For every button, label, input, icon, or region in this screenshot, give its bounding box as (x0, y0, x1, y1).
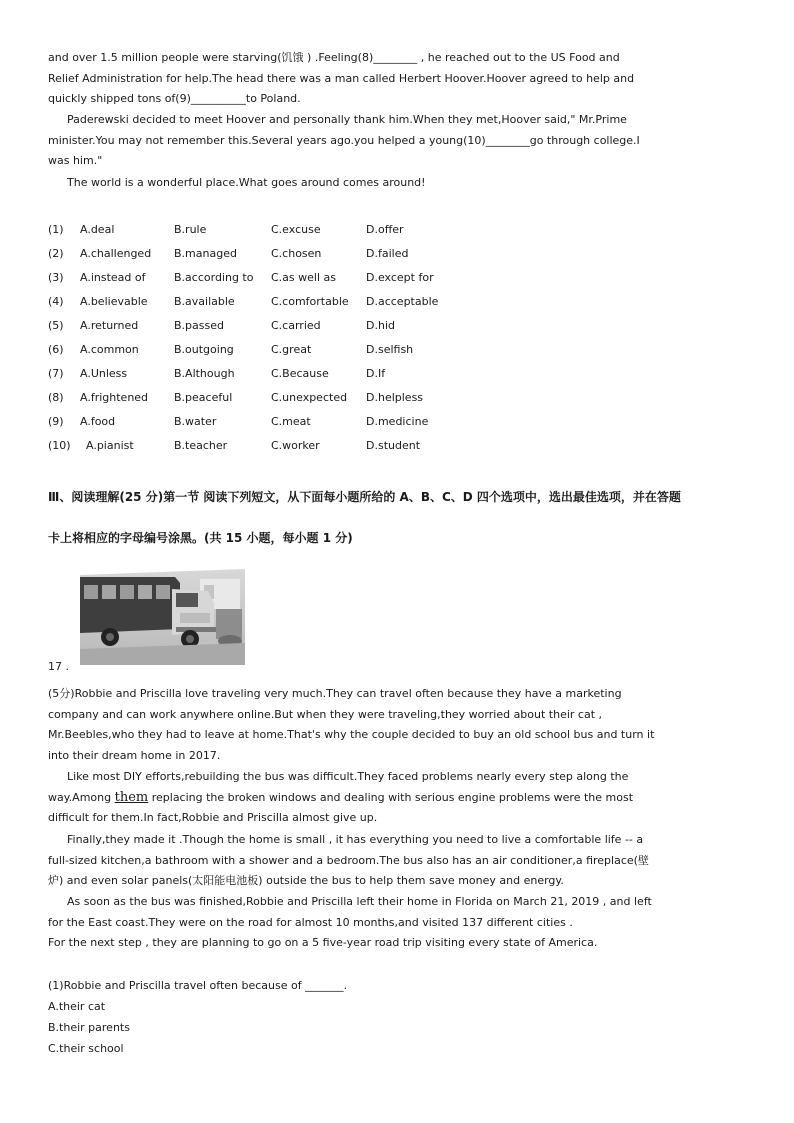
option-number: (5) (48, 319, 64, 332)
section-heading: Ⅲ、阅读理解(25 分)第一节 阅读下列短文，从下面每小题所给的 A、B、C、D 四个选项中，选出最佳选项，并在答题 (48, 490, 681, 504)
option-c: C.excuse (271, 223, 321, 236)
option-c: C.as well as (271, 271, 336, 284)
option-c: C.comfortable (271, 295, 349, 308)
option-d: D.hid (366, 319, 395, 332)
option-number: (3) (48, 271, 64, 284)
school-bus-photo (80, 569, 245, 665)
option-c: C.worker (271, 439, 320, 452)
text-line: Like most DIY efforts,rebuilding the bus was difficult.They faced problems nearly every step along the (67, 770, 629, 783)
option-c: C.meat (271, 415, 311, 428)
option-b: B.Although (174, 367, 235, 380)
option-d: D.offer (366, 223, 404, 236)
option-number: (9) (48, 415, 64, 428)
reading-paragraph-1 (48, 684, 746, 767)
choice-b: B.their parents (48, 1021, 130, 1034)
option-d: D.student (366, 439, 421, 452)
option-c: C.unexpected (271, 391, 348, 404)
option-c: C.carried (271, 319, 321, 332)
text-line: into their dream home in 2017. (48, 749, 221, 763)
option-a: A.frightened (80, 391, 149, 404)
question-number: 17 . (48, 660, 69, 673)
option-d: D.acceptable (366, 295, 439, 308)
reading-paragraph-2 (48, 767, 746, 829)
option-a: A.common (80, 343, 139, 356)
option-c: C.great (271, 343, 312, 356)
text-line (48, 788, 746, 809)
choice-a: A.their cat (48, 1000, 106, 1013)
text-segment: way.Among (48, 790, 115, 804)
option-a: A.believable (80, 295, 148, 308)
text-line: 炉) and even solar panels(太阳能电池板) outside the bus to help them save money and energy. (48, 874, 564, 888)
cloze-paragraph-3 (48, 173, 746, 194)
option-c: C.chosen (271, 247, 322, 260)
text-line: full-sized kitchen,a bathroom with a shower and a bedroom.The bus also has an air conditioner,a fireplace(壁 (48, 853, 649, 867)
option-a: A.food (80, 415, 116, 428)
option-b: B.water (174, 415, 217, 428)
cloze-paragraph-2 (48, 110, 746, 172)
option-d: D.except for (366, 271, 434, 284)
reading-paragraph-4 (48, 892, 746, 954)
option-a: A.Unless (80, 367, 128, 380)
text-line: Paderewski decided to meet Hoover and personally thank him.When they met,Hoover said," Mr.Prime (67, 113, 627, 126)
text-line: (5分)Robbie and Priscilla love traveling very much.They can travel often because they have a marketing (48, 687, 622, 700)
text-line: Mr.Beebles,who they had to leave at home.That's why the couple decided to buy an old school bus and turn it (48, 728, 655, 742)
option-b: B.managed (174, 247, 237, 260)
option-a: A.challenged (80, 247, 152, 260)
text-line: for the East coast.They were on the road for almost 10 months,and visited 137 different cities . (48, 915, 573, 929)
option-b: B.teacher (174, 439, 228, 452)
text-line: was him." (48, 154, 103, 168)
text-line: As soon as the bus was finished,Robbie and Priscilla left their home in Florida on March 21, 2019 , and left (67, 895, 652, 908)
text-line: Finally,they made it .Though the home is small , it has everything you need to live a comfortable life -- a (67, 833, 644, 846)
option-d: D.helpless (366, 391, 424, 404)
text-line: For the next step , they are planning to go on a 5 five-year road trip visiting every state of America. (48, 936, 598, 950)
option-d: D.failed (366, 247, 409, 260)
underlined-word: them (114, 789, 149, 805)
option-a: A.instead of (80, 271, 146, 284)
option-a: A.returned (80, 319, 139, 332)
text-line: Relief Administration for help.The head there was a man called Herbert Hoover.Hoover agreed to help and (48, 71, 635, 85)
option-d: D.If (366, 367, 386, 380)
option-b: B.passed (174, 319, 224, 332)
option-number: (8) (48, 391, 64, 404)
option-number: (6) (48, 343, 64, 356)
text-segment: replacing the broken windows and dealing with serious engine problems were the most (148, 790, 634, 804)
text-line: quickly shipped tons of(9)__________to Poland. (48, 92, 301, 106)
text-line: and over 1.5 million people were starving(饥饿 ) .Feeling(8)________ , he reached out to the US Food and (48, 51, 620, 64)
cloze-paragraph-1 (48, 48, 746, 110)
option-d: D.selfish (366, 343, 414, 356)
option-b: B.rule (174, 223, 207, 236)
option-b: B.peaceful (174, 391, 233, 404)
option-number: (7) (48, 367, 64, 380)
option-a: A.pianist (86, 439, 134, 452)
text-line: company and can work anywhere online.But when they were traveling,they worried about their cat , (48, 707, 603, 721)
option-d: D.medicine (366, 415, 429, 428)
text-line: difficult for them.In fact,Robbie and Priscilla almost give up. (48, 811, 378, 825)
reading-paragraph-3 (48, 830, 746, 892)
option-number: (2) (48, 247, 64, 260)
option-number: (4) (48, 295, 64, 308)
option-number: (10) (48, 439, 71, 452)
text-line: minister.You may not remember this.Several years ago.you helped a young(10)________go through college.I (48, 133, 640, 147)
option-b: B.according to (174, 271, 254, 284)
option-b: B.outgoing (174, 343, 234, 356)
question-stem: (1)Robbie and Priscilla travel often because of _______. (48, 979, 348, 992)
text-line: The world is a wonderful place.What goes around comes around! (67, 176, 426, 189)
option-a: A.deal (80, 223, 115, 236)
option-number: (1) (48, 223, 64, 236)
question-1 (48, 975, 347, 1059)
choice-c: C.their school (48, 1042, 124, 1055)
option-b: B.available (174, 295, 235, 308)
section-heading-cont: 卡上将相应的字母编号涂黑。(共 15 小题，每小题 1 分) (48, 531, 353, 545)
option-c: C.Because (271, 367, 329, 380)
